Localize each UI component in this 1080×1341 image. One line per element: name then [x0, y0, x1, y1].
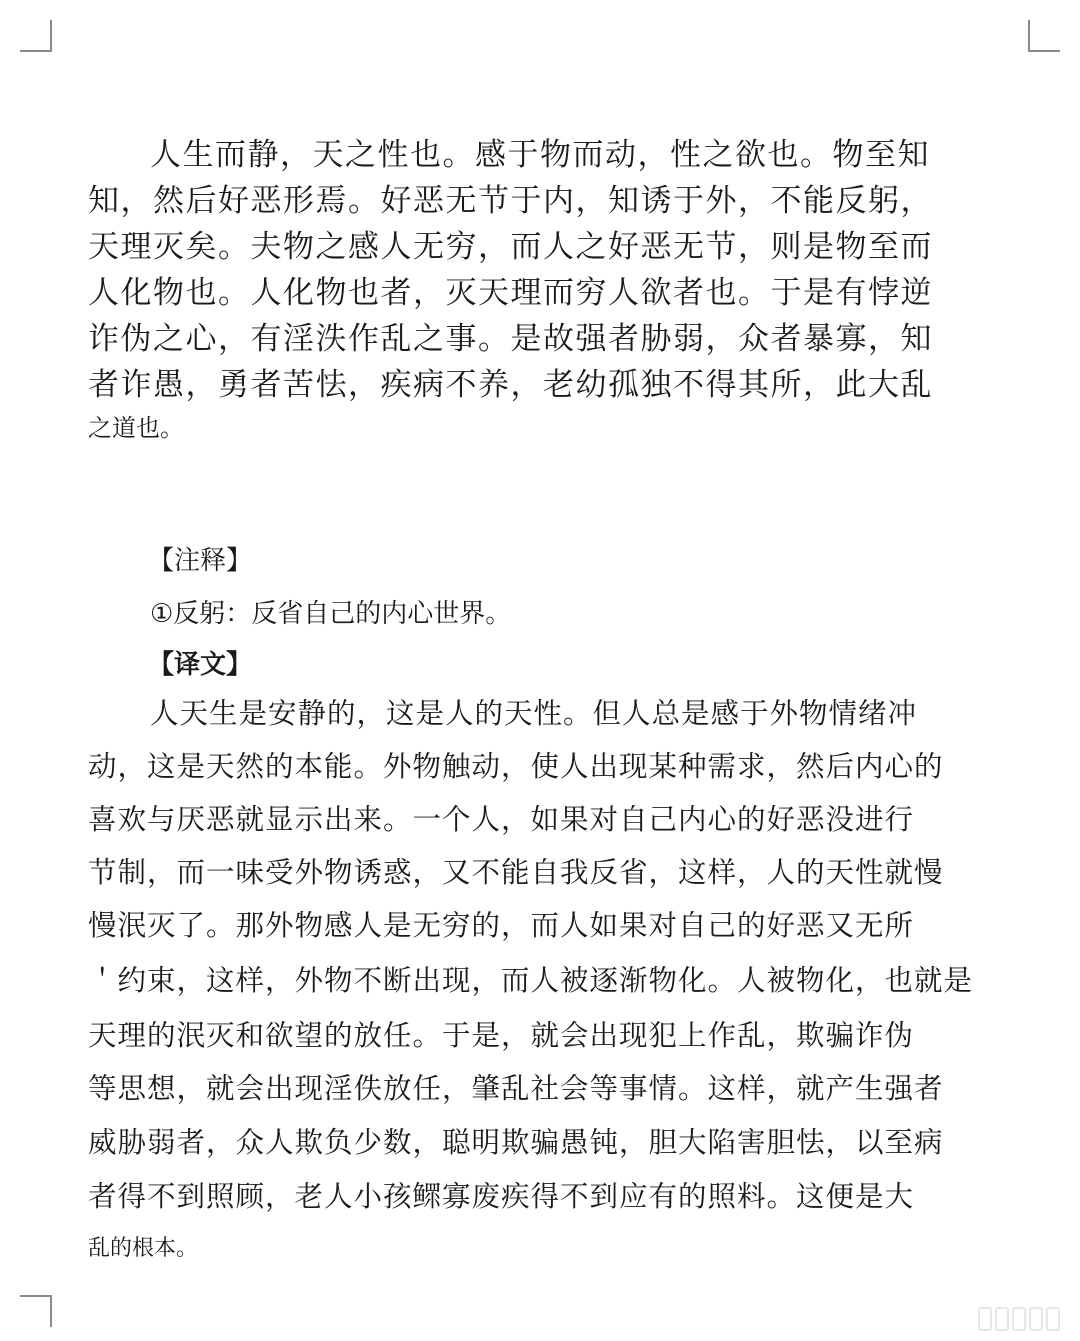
- crop-mark-top-right: [1028, 20, 1060, 52]
- watermark-glyph: [995, 1307, 1009, 1331]
- translation-line-5: 慢泯灭了。那外物感人是无穷的，而人如果对自己的好恶又无所: [88, 909, 915, 942]
- watermark-glyph: [978, 1307, 992, 1331]
- crop-mark-top-left: [20, 20, 52, 52]
- watermark-glyph: [1029, 1307, 1043, 1331]
- original-line-3: 天理灭矣。夫物之感人无穷，而人之好恶无节，则是物至而: [88, 229, 933, 265]
- translation-line-9: 威胁弱者，众人欺负少数，聪明欺骗愚钝，胆大陷害胆怯，以至病: [88, 1126, 944, 1159]
- translation-line-10: 者得不到照顾，老人小孩鳏寡废疾得不到应有的照料。这便是大: [88, 1180, 915, 1213]
- original-line-7: 之道也。: [88, 414, 184, 442]
- translation-line-3: 喜欢与厌恶就显示出来。一个人，如果对自己内心的好恶没进行: [88, 803, 915, 836]
- watermark-glyph: [1046, 1307, 1060, 1331]
- translation-line-1: 人天生是安静的，这是人的天性。但人总是感于外物情绪冲: [150, 697, 918, 730]
- original-line-5: 诈伪之心，有淫泆作乱之事。是故强者胁弱，众者暴寡，知: [88, 321, 933, 357]
- translation-line-4: 节制，而一味受外物诱惑，又不能自我反省，这样，人的天性就慢: [88, 856, 944, 889]
- translation-heading: 【译文】: [148, 650, 253, 680]
- original-line-2: 知，然后好恶形焉。好恶无节于内，知诱于外，不能反躬，: [88, 183, 933, 219]
- translation-line-7: 天理的泯灭和欲望的放任。于是，就会出现犯上作乱，欺骗诈伪: [88, 1019, 915, 1052]
- crop-mark-bottom-left: [20, 1295, 52, 1327]
- watermark: [978, 1306, 1064, 1332]
- original-line-6: 者诈愚，勇者苦怯，疾病不养，老幼孤独不得其所，此大乱: [88, 367, 933, 403]
- translation-line-6: ＇约束，这样，外物不断出现，而人被逐渐物化。人被物化，也就是: [88, 964, 974, 997]
- note-item: ①反躬：反省自己的内心世界。: [150, 599, 512, 629]
- original-line-1: 人生而静，天之性也。感于物而动，性之欲也。物至知: [150, 137, 930, 173]
- translation-line-2: 动，这是天然的本能。外物触动，使人出现某种需求，然后内心的: [88, 750, 944, 783]
- translation-line-8: 等思想，就会出现淫佚放任，肇乱社会等事情。这样，就产生强者: [88, 1072, 944, 1105]
- translation-line-11: 乱的根本。: [88, 1236, 199, 1261]
- original-line-4: 人化物也。人化物也者，灭天理而穷人欲者也。于是有悖逆: [88, 275, 933, 311]
- watermark-glyph: [1012, 1307, 1026, 1331]
- notes-heading: 【注释】: [148, 546, 253, 576]
